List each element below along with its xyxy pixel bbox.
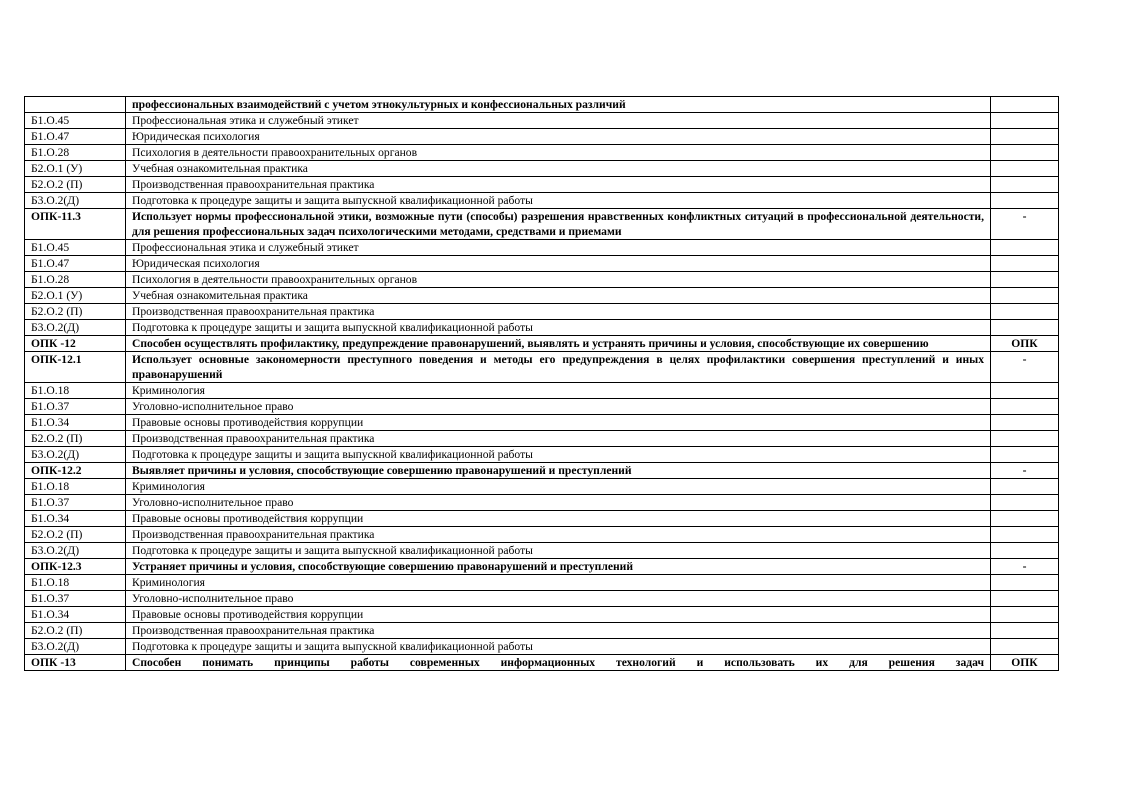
discipline-row bbox=[25, 447, 1059, 463]
discipline-row bbox=[25, 383, 1059, 399]
competency-row bbox=[25, 209, 1059, 240]
row-mark bbox=[991, 479, 1059, 495]
row-code: Б1.О.37 bbox=[25, 399, 126, 415]
row-description: Психология в деятельности правоохранительных органов bbox=[126, 145, 991, 161]
discipline-row bbox=[25, 304, 1059, 320]
row-mark bbox=[991, 527, 1059, 543]
row-mark: - bbox=[991, 559, 1059, 575]
row-description: Выявляет причины и условия, способствующие совершению правонарушений и преступлений bbox=[126, 463, 991, 479]
discipline-row bbox=[25, 161, 1059, 177]
row-mark bbox=[991, 575, 1059, 591]
row-code: Б1.О.28 bbox=[25, 145, 126, 161]
row-description: Подготовка к процедуре защиты и защита выпускной квалификационной работы bbox=[126, 543, 991, 559]
competency-row bbox=[25, 336, 1059, 352]
row-mark bbox=[991, 399, 1059, 415]
row-description: Производственная правоохранительная практика bbox=[126, 623, 991, 639]
row-mark bbox=[991, 447, 1059, 463]
row-mark bbox=[991, 431, 1059, 447]
discipline-row bbox=[25, 639, 1059, 655]
row-description: Правовые основы противодействия коррупции bbox=[126, 511, 991, 527]
row-description: Способен осуществлять профилактику, предупреждение правонарушений, выявлять и устранять причины и условия, способствующие их совершению bbox=[126, 336, 991, 352]
row-description: Правовые основы противодействия коррупции bbox=[126, 607, 991, 623]
row-mark bbox=[991, 304, 1059, 320]
row-mark bbox=[991, 288, 1059, 304]
row-code: Б2.О.1 (У) bbox=[25, 161, 126, 177]
row-code: Б1.О.37 bbox=[25, 495, 126, 511]
discipline-row bbox=[25, 511, 1059, 527]
row-code: Б2.О.2 (П) bbox=[25, 431, 126, 447]
discipline-row bbox=[25, 543, 1059, 559]
discipline-row bbox=[25, 240, 1059, 256]
row-description: Подготовка к процедуре защиты и защита выпускной квалификационной работы bbox=[126, 320, 991, 336]
row-mark bbox=[991, 129, 1059, 145]
discipline-row bbox=[25, 272, 1059, 288]
row-mark bbox=[991, 639, 1059, 655]
row-mark bbox=[991, 193, 1059, 209]
discipline-row bbox=[25, 479, 1059, 495]
row-mark bbox=[991, 415, 1059, 431]
row-description: Производственная правоохранительная практика bbox=[126, 527, 991, 543]
competency-row bbox=[25, 97, 1059, 113]
competency-row bbox=[25, 463, 1059, 479]
row-description: Производственная правоохранительная практика bbox=[126, 431, 991, 447]
row-code: Б2.О.2 (П) bbox=[25, 304, 126, 320]
row-description: Использует нормы профессиональной этики, возможные пути (способы) разрешения нравственных конфликтных ситуаций в профессиональной деятельности, для решения профессиональных задач психологическими методами, средствами и приемами bbox=[126, 209, 991, 240]
row-mark bbox=[991, 320, 1059, 336]
row-description: Правовые основы противодействия коррупции bbox=[126, 415, 991, 431]
row-code: Б2.О.2 (П) bbox=[25, 527, 126, 543]
row-mark bbox=[991, 623, 1059, 639]
discipline-row bbox=[25, 129, 1059, 145]
row-code bbox=[25, 97, 126, 113]
row-code: Б1.О.28 bbox=[25, 272, 126, 288]
row-code: ОПК-12.2 bbox=[25, 463, 126, 479]
row-description: Подготовка к процедуре защиты и защита выпускной квалификационной работы bbox=[126, 193, 991, 209]
row-code: ОПК -13 bbox=[25, 655, 126, 671]
row-description: Криминология bbox=[126, 383, 991, 399]
row-code: Б1.О.47 bbox=[25, 256, 126, 272]
discipline-row bbox=[25, 607, 1059, 623]
discipline-row bbox=[25, 113, 1059, 129]
discipline-row bbox=[25, 145, 1059, 161]
row-code: Б2.О.1 (У) bbox=[25, 288, 126, 304]
discipline-row bbox=[25, 320, 1059, 336]
row-description: Учебная ознакомительная практика bbox=[126, 288, 991, 304]
row-description: Уголовно-исполнительное право bbox=[126, 399, 991, 415]
row-description: Уголовно-исполнительное право bbox=[126, 495, 991, 511]
table-body bbox=[25, 97, 1059, 671]
row-code: Б2.О.2 (П) bbox=[25, 623, 126, 639]
row-code: Б3.О.2(Д) bbox=[25, 193, 126, 209]
row-mark: ОПК bbox=[991, 336, 1059, 352]
row-code: Б3.О.2(Д) bbox=[25, 543, 126, 559]
row-description: Криминология bbox=[126, 479, 991, 495]
row-code: Б2.О.2 (П) bbox=[25, 177, 126, 193]
row-code: ОПК-11.3 bbox=[25, 209, 126, 240]
row-mark bbox=[991, 495, 1059, 511]
row-mark: - bbox=[991, 352, 1059, 383]
row-description: Подготовка к процедуре защиты и защита выпускной квалификационной работы bbox=[126, 447, 991, 463]
discipline-row bbox=[25, 591, 1059, 607]
row-code: Б1.О.34 bbox=[25, 511, 126, 527]
row-description: Юридическая психология bbox=[126, 256, 991, 272]
row-description: Криминология bbox=[126, 575, 991, 591]
row-description: Психология в деятельности правоохранительных органов bbox=[126, 272, 991, 288]
row-mark: - bbox=[991, 209, 1059, 240]
row-description: профессиональных взаимодействий с учетом этнокультурных и конфессиональных различий bbox=[126, 97, 991, 113]
row-description: Устраняет причины и условия, способствующие совершению правонарушений и преступлений bbox=[126, 559, 991, 575]
row-description: Учебная ознакомительная практика bbox=[126, 161, 991, 177]
row-description: Уголовно-исполнительное право bbox=[126, 591, 991, 607]
discipline-row bbox=[25, 177, 1059, 193]
discipline-row bbox=[25, 193, 1059, 209]
row-mark bbox=[991, 511, 1059, 527]
row-mark bbox=[991, 161, 1059, 177]
row-code: Б1.О.18 bbox=[25, 383, 126, 399]
row-mark bbox=[991, 177, 1059, 193]
discipline-row bbox=[25, 256, 1059, 272]
row-code: Б1.О.45 bbox=[25, 113, 126, 129]
row-code: Б1.О.45 bbox=[25, 240, 126, 256]
row-mark bbox=[991, 97, 1059, 113]
competency-row bbox=[25, 655, 1059, 671]
row-code: Б3.О.2(Д) bbox=[25, 320, 126, 336]
row-description: Профессиональная этика и служебный этикет bbox=[126, 113, 991, 129]
discipline-row bbox=[25, 575, 1059, 591]
row-mark: ОПК bbox=[991, 655, 1059, 671]
row-description: Производственная правоохранительная практика bbox=[126, 177, 991, 193]
row-description: Профессиональная этика и служебный этикет bbox=[126, 240, 991, 256]
row-code: Б1.О.18 bbox=[25, 479, 126, 495]
row-mark bbox=[991, 591, 1059, 607]
discipline-row bbox=[25, 623, 1059, 639]
row-code: Б1.О.47 bbox=[25, 129, 126, 145]
row-code: Б3.О.2(Д) bbox=[25, 447, 126, 463]
row-mark bbox=[991, 607, 1059, 623]
discipline-row bbox=[25, 399, 1059, 415]
row-code: Б1.О.34 bbox=[25, 415, 126, 431]
row-mark bbox=[991, 383, 1059, 399]
row-code: Б1.О.37 bbox=[25, 591, 126, 607]
row-mark bbox=[991, 272, 1059, 288]
row-code: ОПК-12.1 bbox=[25, 352, 126, 383]
row-description: Способен понимать принципы работы современных информационных технологий и использовать их для решения задач bbox=[126, 655, 991, 671]
discipline-row bbox=[25, 527, 1059, 543]
competency-row bbox=[25, 352, 1059, 383]
row-mark bbox=[991, 543, 1059, 559]
discipline-row bbox=[25, 495, 1059, 511]
discipline-row bbox=[25, 415, 1059, 431]
row-mark: - bbox=[991, 463, 1059, 479]
row-code: ОПК-12.3 bbox=[25, 559, 126, 575]
row-description: Юридическая психология bbox=[126, 129, 991, 145]
row-mark bbox=[991, 240, 1059, 256]
row-description: Подготовка к процедуре защиты и защита выпускной квалификационной работы bbox=[126, 639, 991, 655]
row-code: Б1.О.34 bbox=[25, 607, 126, 623]
discipline-row bbox=[25, 288, 1059, 304]
competency-row bbox=[25, 559, 1059, 575]
row-description: Производственная правоохранительная практика bbox=[126, 304, 991, 320]
discipline-row bbox=[25, 431, 1059, 447]
row-mark bbox=[991, 113, 1059, 129]
row-description: Использует основные закономерности преступного поведения и методы его предупреждения в целях профилактики совершения преступлений и иных правонарушений bbox=[126, 352, 991, 383]
competency-table bbox=[24, 96, 1059, 671]
row-code: Б1.О.18 bbox=[25, 575, 126, 591]
row-mark bbox=[991, 145, 1059, 161]
row-code: ОПК -12 bbox=[25, 336, 126, 352]
row-mark bbox=[991, 256, 1059, 272]
row-code: Б3.О.2(Д) bbox=[25, 639, 126, 655]
